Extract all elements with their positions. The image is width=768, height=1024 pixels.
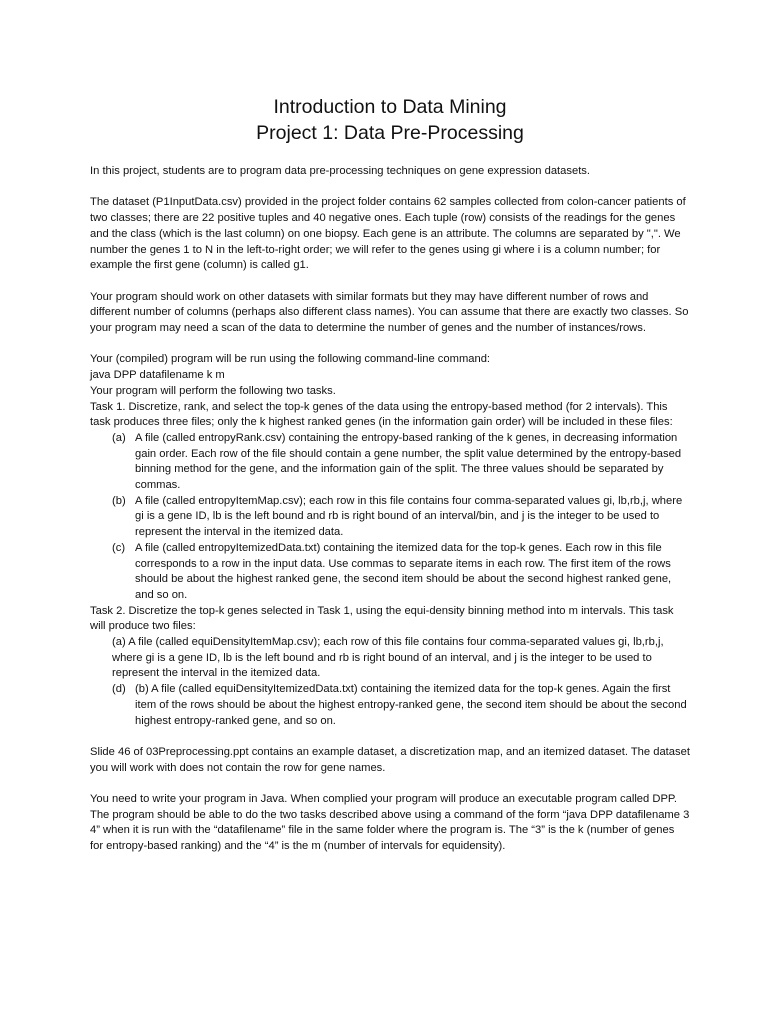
- other-datasets-paragraph: Your program should work on other datasets with similar formats but they may have different number of rows and different number of columns (perhaps also different class names). You can assume that there are exactly two classes. So your program may need a scan of the data to determine the number of genes and the number of instances/rows.: [90, 290, 689, 334]
- document-body: [90, 164, 690, 855]
- task2-item-d: [90, 682, 690, 729]
- task1-item-b: [90, 494, 690, 541]
- tasks-intro: Your program will perform the following two tasks.: [90, 384, 336, 397]
- task2-paragraph: Task 2. Discretize the top-k genes selected in Task 1, using the equi-density binning method into m intervals. This task will produce two files:: [90, 604, 674, 633]
- item-label: (b): [112, 494, 126, 507]
- item-label: (a): [112, 636, 126, 649]
- item-label: (c): [112, 541, 126, 554]
- document-title: Introduction to Data Mining: [273, 96, 507, 118]
- task2-item-a: [90, 635, 690, 682]
- item-text: A file (called entropyItemizedData.txt) containing the itemized data for the top-k genes. Each row in this file corresponds to a row in the input data. Use commas to separate items in each row. The first item of the rows should be about the highest ranked gene, the second item should be about the second highest ranked gene, and so on.: [135, 541, 672, 601]
- item-text: A file (called entropyRank.csv) containing the entropy-based ranking of the k genes, in decreasing information gain order. Each row of the file should contain a gene number, the split value determined by the entropy-based binning method for the gene, and the information gain of the split. The three values should be separated by commas.: [135, 431, 682, 492]
- run-intro: Your (compiled) program will be run using the following command-line command:: [90, 353, 491, 366]
- task1-paragraph: Task 1. Discretize, rank, and select the top-k genes of the data using the entropy-based method (for 2 intervals). This task produces three files; only the k highest ranked genes (in the information gain order) will be included in these files:: [90, 400, 673, 429]
- item-label: (a): [112, 431, 126, 444]
- item-text: (b) A file (called equiDensityItemizedData.txt) containing the itemized data for the top-k genes. Again the first item of the rows should be about the highest entropy-ranked gene, the second item should be about the second highest entropy-ranked gene, and so on.: [135, 683, 687, 727]
- slide-paragraph: Slide 46 of 03Preprocessing.ppt contains an example dataset, a discretization map, and an itemized dataset. The dataset you will work with does not contain the row for gene names.: [90, 745, 690, 774]
- dataset-paragraph: The dataset (P1InputData.csv) provided in the project folder contains 62 samples collected from colon-cancer patients of two classes; there are 22 positive tuples and 40 negative ones. Each tuple (row) consists of the readings for the genes and the class (which is the last column) on one biopsy. Each gene is an attribute. The columns are separated by ",". We number the genes 1 to N in the left-to-right order; we will refer to the genes using gi where i is a column number; for example the first gene (column) is called g1.: [90, 196, 686, 272]
- task1-item-c: [90, 541, 690, 604]
- document-subtitle: Project 1: Data Pre-Processing: [256, 122, 524, 144]
- java-paragraph: You need to write your program in Java. When complied your program will produce an executable program called DPP. The program should be able to do the two tasks described above using a command of the form “java DPP datafilename 3 4” when it is run with the “datafilename” file in the same folder where the program is. The “3” is the k (number of genes for entropy-based ranking) and the “4” is the m (number of intervals for equidensity).: [90, 793, 690, 853]
- item-text: A file (called entropyItemMap.csv); each row in this file contains four comma-separated values gi, lb,rb,j, where gi is a gene ID, lb is the left bound and rb is right bound of an interval/bin, and j is the integer to be used to represent the interval in the itemized data.: [135, 494, 683, 539]
- title-block: [90, 94, 690, 146]
- item-label: (d): [112, 683, 126, 696]
- task1-item-a: [90, 431, 690, 494]
- command-line: java DPP datafilename k m: [90, 369, 225, 382]
- intro-paragraph: In this project, students are to program data pre-processing techniques on gene expression datasets.: [90, 165, 591, 177]
- item-text: A file (called equiDensityItemMap.csv); each row of this file contains four comma-separated values gi, lb,rb,j, where gi is a gene ID, lb is the left bound and rb is right bound of an interval, and j is the integer to be used to represent the interval in the itemized data.: [112, 636, 664, 680]
